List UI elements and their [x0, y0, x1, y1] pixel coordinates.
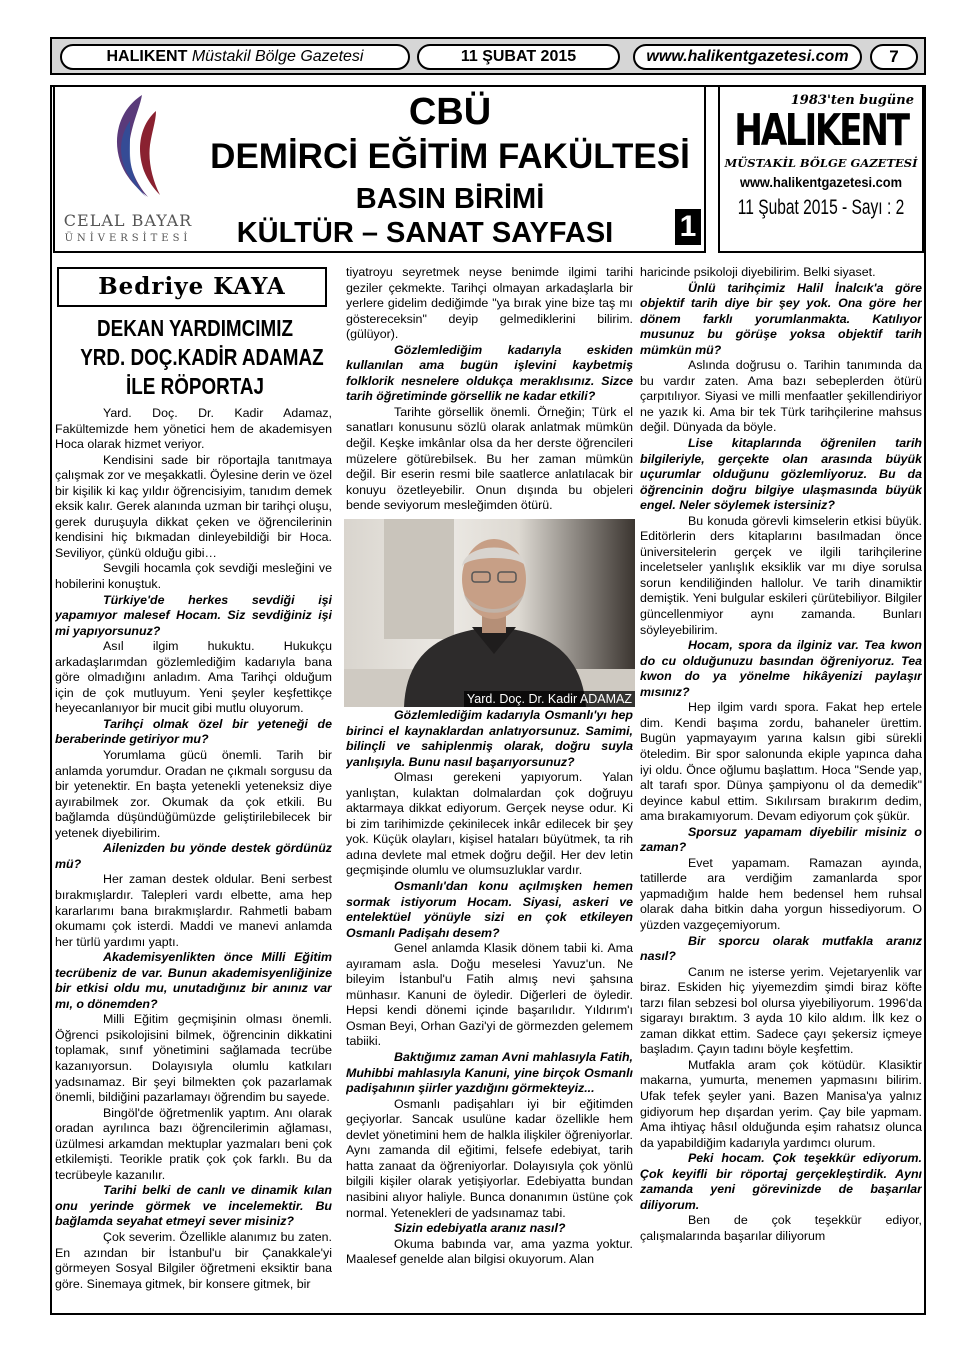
page-badge: 1	[675, 209, 701, 245]
website-pill[interactable]	[633, 44, 862, 70]
header-line-press: BASIN BİRİMİ	[355, 183, 545, 215]
logo-since: 1983'ten bugüne	[790, 93, 914, 108]
interview-paragraph: haricinde psikoloji diyebilirim. Belki siyaset.	[640, 265, 876, 279]
interview-question: Peki hocam. Çok teşekkür ediyorum. Çok keyifli bir röportaj gerçekleştirdik. Aynı zamanda yeni görevinizde de başarılar diliyorum.	[640, 1151, 922, 1212]
interview-question: Ünlü tarihçimiz Halil İnalcık'a göre objektif tarih diye bir şey yok. Ona göre her dönem farklı yorumlanmakta. Katılıyor musunuz bu görüşe yoksa objektif tarih mümkün mü?	[640, 280, 922, 357]
interview-paragraph: Bingöl'de öğretmenlik yaptım. Anı olarak oradan ayrılınca bazı öğrencilerimin ağlaması, üzülmesi arkamdan mektuplar yazmaları beni çok etkilemişti. Teorikle pratik çok çok farklı. Bu da tecrübeyle kazanılır.	[55, 1105, 332, 1182]
logo-tagline: MÜSTAKİL BÖLGE GAZETESİ	[724, 156, 918, 170]
header-line-culture: KÜLTÜR – SANAT SAYFASI	[236, 217, 614, 249]
portrait-person-icon	[344, 519, 635, 707]
header-line-cbu: CBÜ	[408, 91, 492, 133]
section-header	[53, 85, 706, 253]
date-pill	[417, 44, 620, 70]
interview-question: Lise kitaplarında öğrenilen tarih bilgileriyle, gerçekte olan arasında büyük uçurumlar olduğunu gözlemliyoruz. Bu da öğrencinin doğru bilgiye ulaşmasında büyük engel. Neler söylemek istersiniz?	[640, 436, 922, 513]
issue-date: 11 ŞUBAT 2015	[460, 48, 577, 65]
interview-paragraph: Olması gerekeni yapıyorum. Yalan yanlıştan, kulaktan dolmalardan çok doğruyu aktarmaya dikkat ediyorum. Gerçek neyse odur. Ki bi zim tarihimizde çekinilecek inkâr edilecek bir şey yok. Küçük olayları, kişisel hataları büyütmek, ta rih adına devlete mal etmek doğru değil. Her dev letin geçmişinde olumlu ve olumsuzluklar vardır.	[346, 770, 633, 878]
interview-paragraph: Kendisini sade bir röportajla tanıtmaya çalışmak zor ve meşakkatli. Öylesine derin ve özel bir kişilik ki kaç yıldır öğrencisiyim, tanıdım demek eksik kalır. Gerek alanında uzman bir tarihçi oluşu, gerek duruşuyla dikkat çeken ve öğrencilerinin kendisini hiç bıkmadan dinleyebildiği bir Hoca. Seviliyor, çünkü olduğu gibi…	[55, 452, 332, 560]
interview-paragraph: Genel anlamda Klasik dönem tabii ki. Ama ayıramam asla. Doğu meselesi Yavuz'un. Ne bileyim İstanbul'u Fatih almış nevi şahsına münhasır. Kanuni de öyledir. Diğerleri de öyledir. Hepsi kendi dönemi içinde başarılıdır. Yıldırım'ı Osman Beyi, Orhan Gazi'yi de görmezden gelemem tabiiki.	[346, 941, 633, 1049]
interview-question: Ailenizden bu yönde destek gördünüz mü?	[55, 841, 332, 871]
interview-question: Türkiye'de herkes sevdiği işi yapamıyor malesef Hocam. Siz sevdiğiniz işi mi yapıyorsunuz?	[55, 592, 332, 638]
logo-website: www.halikentgazetesi.com	[739, 175, 903, 190]
university-name: CELAL BAYAR	[63, 211, 193, 230]
interview-paragraph: Hep ilgim vardı spora. Fakat hep ertele dim. Kendi başıma zordu, bahaneler ürettim. Bugün yapmayayım yarına kalsın gibi sürekli öteledim. Bir spor salonunda ekiple yapınca daha iyi oldu. Önce oğlumu başlattım. Hoca "Sende yap, alt tarafı spor. Dünya şampiyonu ol da demedik" deyince kabul ettim. Sıkılırsam bırakırım dedim, ama bırakamıyorum. Devam ediyorum çok şükür.	[640, 700, 922, 824]
author-name: Bedriye KAYA	[57, 267, 327, 307]
interview-question: Tarihçi olmak özel bir yeteneği de beraberinde getiriyor mu?	[55, 716, 332, 747]
interview-paragraph: Okuma babında var, ama yazma yoktur. Maalesef genelde alan bilgisi okuyorum. Alan	[346, 1236, 633, 1267]
interview-paragraph: Her zaman destek oldular. Beni serbest bırakmışlardır. Talepleri vardı elbette, ama hep kararlarımı bana bırakmışlardır. Rahmetli babam okumamı çok isterdi. Maddi ve manevi anlamda her türlü yardımı yaptı.	[55, 872, 332, 949]
interview-question: Sizin edebiyatla aranız nasıl?	[394, 1221, 566, 1236]
interview-paragraph: Bu konuda görevli kimselerin etkisi büyük. Editörlerin ders kitaplarını basılmadan önce üniversitelerin gerçek ve ilgili tarihçilerine inceletseler yanlışlık eksiklik var mı diye sorulsa sorun kendiliğinden hallolur. Ve tarih dinamiktir demiştik. Yeni bulgular eskileri çürütebiliyor. Bilgiler güncellenmiyor aynı zamanda. Bunları söyleyebilirim.	[640, 513, 922, 637]
interview-question: Osmanlı'dan konu açılmışken hemen sormak istiyorum Hocam. Siyasi, askeri ve entelektüel yönüyle sizi en çok etkileyen Osmanlı Padişahı desem?	[346, 879, 633, 940]
paper-name: HALIKENT	[106, 48, 188, 65]
paper-name-pill	[60, 44, 410, 70]
logo-name: HALIKENT	[734, 105, 908, 156]
portrait-photo	[344, 519, 635, 707]
interview-paragraph: Milli Eğitim geçmişinin olması önemli. Öğrenci psikolojisini bilmek, öğrencinin dikkatini toplamak, sınıf yönetimini sağlamada tecrübe kazanıyorsun. Dolayısıyla olumlu katkıları yadsınamaz. Bir şeyi bilmekten çok pazarlamak önemli, bildiğini pazarlamayı öğrendim bu sayede.	[55, 1012, 332, 1105]
article-column-3	[640, 265, 922, 1312]
page-number-pill	[870, 44, 918, 70]
page-number: 7	[889, 47, 899, 66]
paper-subtitle: Müstakil Bölge Gazetesi	[191, 48, 364, 65]
header-line-faculty: DEMİRCİ EĞİTİM FAKÜLTESİ	[210, 137, 690, 176]
interview-paragraph: Ben de çok teşekkür ediyor, çalışmalarında başarılar diliyorum	[640, 1213, 922, 1243]
interview-paragraph: Çok severim. Özellikle alanımız bu zaten. En azından bir İstanbul'u bir Çanakkale'yi görmeyen Sosyal Bilgiler öğretmeni eksiktir bana göre. Sinemaya gitmek, bir konsere gitmek, bir	[55, 1229, 332, 1291]
interview-question: Baktığımız zaman Avni mahlasıyla Fatih, Muhibbi mahlasıyla Kanuni, yine birçok Osmanlı padişahının şiirler yazdığını görmekteyiz...	[346, 1050, 633, 1096]
interview-paragraph: Mutfakla aram çok kötüdür. Klasiktir makarna, yumurta, menemen yapmasını bilirim. Ufak tefek şeyler yani. Bazen Manisa'ya yalnız gidiyorum hep dışardan yerim. Çay bile yapmam. Ama ihtiyaç hâsıl olduğunda eşim rahatsız olunca da yapabildiğim kadarıyla yardımcı olurum.	[640, 1057, 922, 1150]
university-logo-icon	[90, 91, 180, 201]
interview-paragraph: Tarihte görsellik önemli. Örneğin; Türk el sanatları konusunu sözlü olarak anlatmak mümkün değil. Keşke imkânlar olsa da her derste öğrencileri müzelere götürebilsek. Bu her zaman mümkün değil. Bir eserin resmi bile saatlerce anlatılacak bir konuyu özetleyebilir. Onun dışında bu objeleri bende seviyorum mesleğimden ötürü.	[346, 404, 633, 513]
interview-question: Hocam, spora da ilginiz var. Tea kwon do cu olduğunuzu basından öğreniyoruz. Tea kwon do ya yönelme hikâyenizi paylaşır mısınız?	[640, 638, 922, 699]
article-title-line2: YRD. DOÇ.KADİR ADAMAZ	[80, 344, 324, 370]
interview-paragraph: Yorumlama gücü önemli. Tarih bir anlamda yorumdur. Oradan ne çıkmalı sorgusu da bir yetenektir. En başta yetenekli yeteneksiz diye ayırabilmek zor. Okumak da çok etkili. Bu bağlamda düşündüğümüzde geliştirilebilecek bir yetenek diyebilirim.	[55, 748, 332, 840]
interview-question: Bir sporcu olarak mutfakla aranız nasıl?	[640, 933, 922, 964]
logo-issue: 11 Şubat 2015 - Sayı : 2	[737, 196, 905, 219]
article-column-2-bottom	[346, 708, 633, 1312]
interview-paragraph: Aslında doğrusu o. Tarihin tanımında da bu vardır zaten. Ama bazı sebeplerden ötürü çarpıtılıyor. Siyasi ve milli menfaatler şekillendiriyor ne yazık ki. Ama bir tek Türk tarihçilerine mahsus değil. Dünyada da böyle.	[640, 358, 922, 435]
halikent-logo	[718, 85, 924, 253]
top-bar	[50, 37, 926, 75]
article-title-line3: İLE RÖPORTAJ	[126, 373, 264, 399]
interview-question: Gözlemlediğim kadarıyla eskiden kullanılan ama bugün işlevini kaybetmiş folklorik nesnelere oldukça meraklısınız. Sizce tarih öğretiminde görsellik ne kadar etkili?	[346, 342, 633, 404]
website-link[interactable]: www.halikentgazetesi.com	[646, 48, 849, 65]
interview-question: Akademisyenlikten önce Milli Eğitim tecrübeniz de var. Bunun akademisyenliğinize bir etkisi oldu mu, unutadığınız bir anınız var mı, o dönemden?	[55, 950, 332, 1011]
photo-caption: Yard. Doç. Dr. Kadir ADAMAZ	[464, 691, 635, 707]
interview-paragraph: Sevgili hocamla çok sevdiği mesleğini ve hobilerini konuştuk.	[55, 561, 332, 592]
article-column-1	[55, 406, 332, 1312]
article-title-line1: DEKAN YARDIMCIMIZ	[97, 315, 293, 341]
interview-question: Tarihi belki de canlı ve dinamik kılan onu yerinde görmek ve incelemektir. Bu bağlamda seyahat etmeyi sever misiniz?	[55, 1183, 332, 1229]
university-subtitle: ÜNİVERSİTESİ	[64, 233, 192, 244]
article-column-2-top	[346, 265, 633, 519]
interview-question: Gözlemlediğim kadarıyla Osmanlı'yı hep birinci el kaynaklardan anlatıyorsunuz. Samimi, bilinçli ve sahiplenmiş olarak, doğru suyla yanlışıyla. Bunu nasıl başarıyorsunuz?	[346, 708, 633, 769]
interview-paragraph: Asıl ilgim hukuktu. Hukukçu arkadaşlarımdan gözlemlediğim kadarıyla bana göre olmadığını anladım. Ama Tarihçi olduğum için de çok mutluyum. Yeni şeyler keşfettikçe heyecanlanıyor bir mucit gibi mutlu oluyorum.	[55, 639, 332, 716]
interview-paragraph: Canım ne isterse yerim. Vejetaryenlik var biraz. Eskiden hiç yiyemezdim şimdi biraz köfte tarzı filan sebzesi bol olursa yiyebiliyorum. 1996'da sigarayı bıraktım. 3 ayda 10 kilo aldım. İlk kez o zaman dikkat ettim. Sadece çayı şekersiz içmeye başladım. Çayın tadını böyle keşfettim.	[640, 964, 922, 1057]
interview-paragraph: Yard. Doç. Dr. Kadir Adamaz, Fakültemizde hem yönetici hem de akademisyen Hoca olarak hizmet veriyor.	[55, 406, 332, 452]
article-title	[80, 314, 324, 401]
interview-paragraph: Osmanlı padişahları iyi bir eğitimden geçiyorlar. Sancak usulüne kadar özellikle hem devlet yönetimini hem de halkla ilişkiler öğreniyorlar. Aynı zamanda dil eğitimi, felsefe edebiyat, tarih hatta zanaat da öğreniyorlar. Dolayısıyla çok yönlü bilgili kişiler olarak yetişiyorlar. Edebiyatta bundan nasibini alıyor haliyle. Bunca donanımın üstüne çok normal. Yetenekleri de yadsınamaz tabi.	[346, 1096, 633, 1220]
interview-question: Sporsuz yapamam diyebilir misiniz o zaman?	[640, 824, 922, 855]
interview-paragraph: Evet yapamam. Ramazan ayında, tatillerde ara verdiğim zamanlarda spor yapmadığım halde hem bedensel hem ruhsal olarak daha bitkin daha yorgun hissediyorum. O yüzden vazgeçemiyorum.	[640, 855, 922, 932]
interview-paragraph: tiyatroyu seyretmek neyse benimde ilgimi tarihi geziler çekmekte. Tarihçi olmayan arkadaşlarla bir yerlere gidelim dediğimde "ya bırak yine bize taş mı göstereceksin" deyip gelmediklerini bilirim. (gülüyor).	[346, 265, 633, 342]
